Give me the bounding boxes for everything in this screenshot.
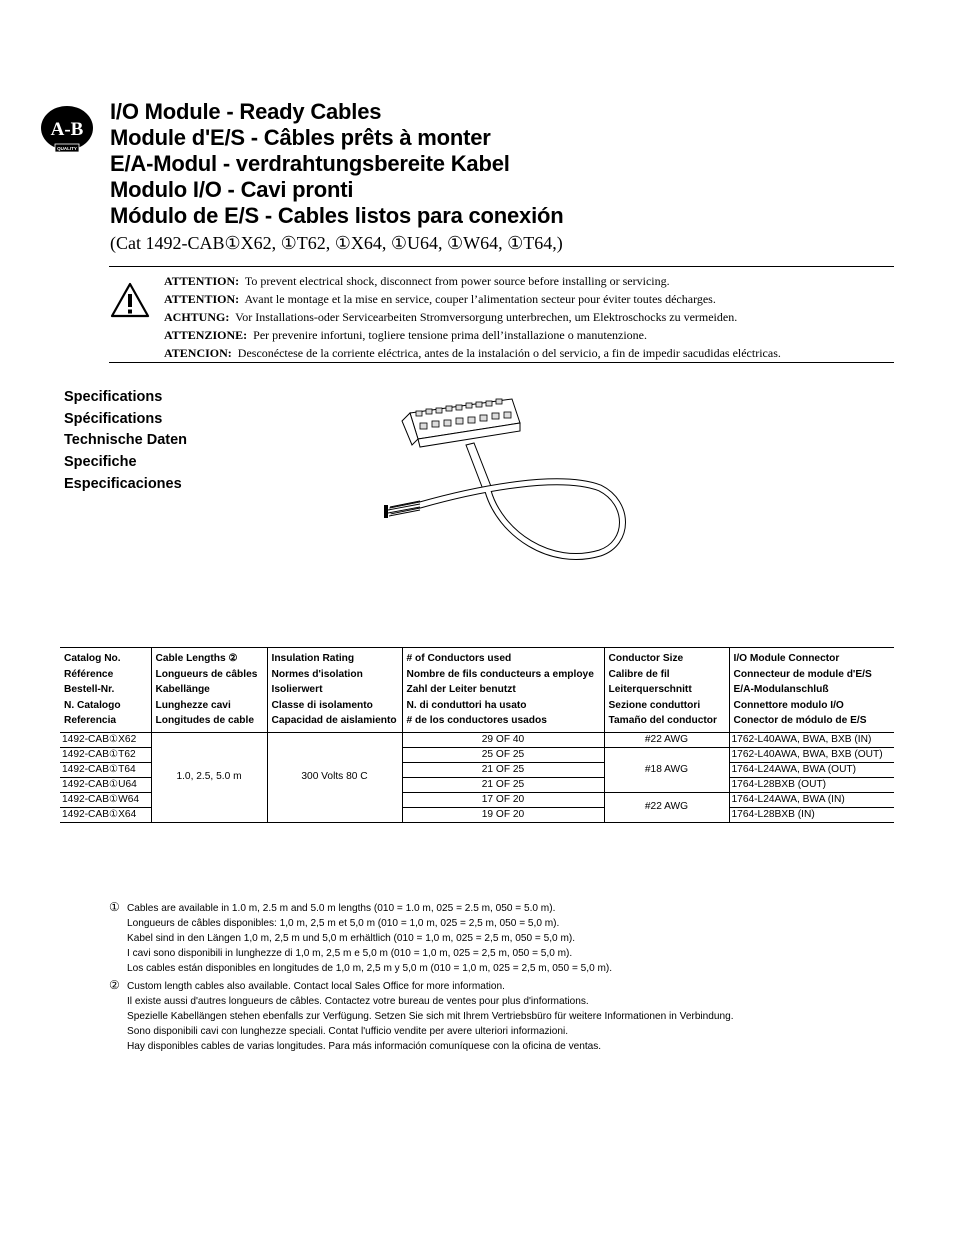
catalog-line: (Cat 1492-CAB①X62, ①T62, ①X64, ①U64, ①W64, ①T64,) [110,233,563,253]
header-conductors: # of Conductors used Nombre de fils conducteurs a employe Zahl der Leiter benutzt N. di conduttori ha usato # de los conductores usados [402,648,604,733]
attention-it: ATTENZIONE: Per prevenire infortuni, togliere tensione prima dell’installazione o manutenzione. [164,328,648,342]
allen-bradley-logo [40,105,96,155]
header-catalog: Catalog No. Référence Bestell-Nr. N. Catalogo Referencia [60,648,151,733]
cable-illustration [380,393,640,573]
logo-badge: QUALITY [57,146,77,151]
conductors-cell: 29 OF 40 [402,732,604,747]
catalog-cell: 1492-CAB①U64 [60,777,151,792]
catalog-cell: 1492-CAB①X62 [60,732,151,747]
spec-heading-de: Technische Daten [64,432,188,448]
conductors-cell: 17 OF 20 [402,792,604,807]
title-de: E/A-Modul - verdrahtungsbereite Kabel [110,151,510,176]
conductors-cell: 21 OF 25 [402,762,604,777]
table-header-row [60,648,894,733]
spec-heading-it: Specifiche [64,454,137,470]
header-cable-lengths: Cable Lengths ② Longueurs de câbles Kabellänge Lunghezze cavi Longitudes de cable [151,648,267,733]
catalog-cell: 1492-CAB①T62 [60,747,151,762]
spec-heading-en: Specifications [64,389,163,405]
attention-en: ATTENTION: To prevent electrical shock, disconnect from power source before installing or servicing. [164,274,670,288]
catalog-cell: 1492-CAB①T64 [60,762,151,777]
cable-lengths-cell: 1.0, 2.5, 5.0 m [151,732,267,822]
attention-es: ATENCION: Desconéctese de la corriente eléctrica, antes de la instalación o del servicio, a fin de impedir sacudidas eléctricas. [164,346,781,360]
connector-cell: 1764-L24AWA, BWA (IN) [729,792,894,807]
footnote-mark-1: ① [109,900,120,914]
divider-bottom [109,362,894,363]
attention-fr: ATTENTION: Avant le montage et la mise en service, couper l’alimentation secteur pour éviter toutes décharges. [164,292,716,306]
spec-heading-fr: Spécifications [64,411,163,427]
attention-de: ACHTUNG: Vor Installations-oder Servicearbeiten Stromversorgung unterbrechen, um Elektroschocks zu vermeiden. [164,310,738,324]
spec-table [60,647,894,823]
logo-letters: A-B [50,119,84,140]
spec-heading-es: Especificaciones [64,476,182,492]
size-cell: #22 AWG [604,792,729,822]
conductors-cell: 19 OF 20 [402,807,604,822]
title-es: Módulo de E/S - Cables listos para conexión [110,203,564,228]
connector-cell: 1762-L40AWA, BWA, BXB (OUT) [729,747,894,762]
connector-cell: 1764-L28BXB (OUT) [729,777,894,792]
footnote-mark-2: ② [109,978,120,992]
table-row [60,732,894,747]
connector-cell: 1762-L40AWA, BWA, BXB (IN) [729,732,894,747]
footnote-1: Cables are available in 1.0 m, 2.5 m and 5.0 m lengths (010 = 1.0 m, 025 = 2.5 m, 050 = 5.0 m). Longueurs de câbles disponibles: 1,0 m, 2,5 m et 5,0 m (010 = 1,0 m, 025 = 2,5 m, 050 = 5,0 m). Kabel sind in den Längen 1,0 m, 2,5 m und 5,0 m erhältlich (010 = 1,0 m, 025 = 2,5 m, 050 = 5,0 m). I cavi sono disponibili in lunghezze di 1,0 m, 2,5 m e 5,0 m (010 = 1,0 m, 025 = 2,5 m, 050 = 5,0 m). Los cables están disponibles en longitudes de 1,0 m, 2,5 m y 5,0 m (010 = 1,0 m, 025 = 2,5 m, 050 = 5,0 m). [127,903,613,974]
conductors-cell: 21 OF 25 [402,777,604,792]
catalog-cell: 1492-CAB①X64 [60,807,151,822]
connector-cell: 1764-L28BXB (IN) [729,807,894,822]
divider-top [109,266,894,267]
footnote-2: Custom length cables also available. Contact local Sales Office for more information. Il existe aussi d'autres longueurs de câbles. Contactez votre bureau de ventes pour plus d'informations. Spezielle Kabellängen stehen ebenfalls zur Verfügung. Setzen Sie sich mit Ihrem Vertriebsbüro für weitere Informationen in Verbindung. Sono disponibili cavi con lunghezze speciali. Contat l'ufficio vendite per avere ulteriori informazioni. Hay disponibles cables de varias longitudes. Para más información comuníquese con la oficina de ventas. [127,981,734,1052]
conductors-cell: 25 OF 25 [402,747,604,762]
size-cell: #22 AWG [604,732,729,747]
title-it: Modulo I/O - Cavi pronti [110,177,354,202]
header-insulation: Insulation Rating Normes d'isolation Isolierwert Classe di isolamento Capacidad de aislamiento [267,648,402,733]
catalog-cell: 1492-CAB①W64 [60,792,151,807]
header-conductor-size: Conductor Size Calibre de fil Leiterquerschnitt Sezione conduttori Tamaño del conductor [604,648,729,733]
title-fr: Module d'E/S - Câbles prêts à monter [110,125,491,150]
header-connector: I/O Module Connector Connecteur de module d'E/S E/A-Modulanschluß Connettore modulo I/O Conector de módulo de E/S [729,648,894,733]
title-en: I/O Module - Ready Cables [110,99,382,124]
warning-icon [110,282,150,318]
connector-cell: 1764-L24AWA, BWA (OUT) [729,762,894,777]
size-cell: #18 AWG [604,747,729,792]
insulation-cell: 300 Volts 80 C [267,732,402,822]
